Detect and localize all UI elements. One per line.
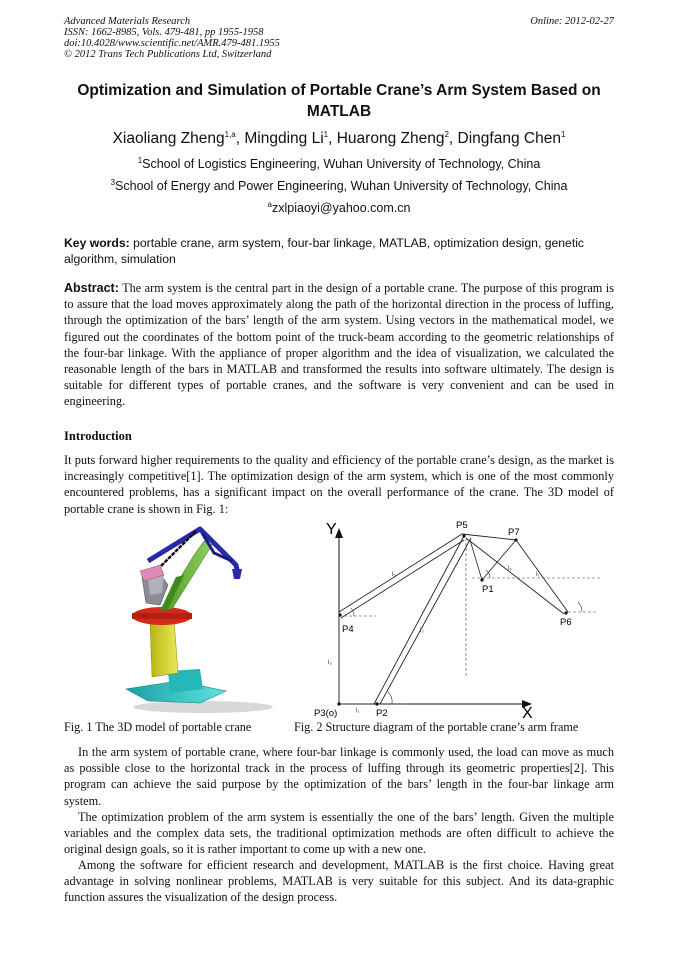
online-date: Online: 2012-02-27 [530,16,614,27]
x-axis-label: X [522,705,533,720]
svg-text:l₁: l₁ [356,708,360,714]
intro-paragraph-1: It puts forward higher requirements to the quality and efficiency of the portable crane’s design, as the market is increasingly competitive[1]. The optimization design of the arm system, which is one of the most commonly encountered problems, has a significant impact on the overall performance of the crane. The 3D model of portable crane is shown in Fig. 1: [64,453,614,516]
journal-name: Advanced Materials Research [64,16,191,27]
author-sup: 2 [444,129,449,139]
figure-2-caption: Fig. 2 Structure diagram of the portable crane’s arm frame [294,720,579,734]
author-sup: 1,a [224,129,236,139]
svg-text:l₆: l₆ [508,566,512,572]
keywords-label: Key words: [64,236,130,250]
doi-link[interactable]: doi:10.4028/www.scientific.net/AMR.479-481.1955 [64,38,280,49]
point-label-p3: P3(o) [314,708,338,719]
point-label-p6: P6 [560,617,572,628]
issn-line: ISSN: 1662-8985, Vols. 479-481, pp 1955-1958 [64,27,264,38]
svg-text:l₇: l₇ [536,572,540,578]
svg-text:l₃: l₃ [328,660,332,666]
email-sup: a [267,199,272,209]
copyright-line: © 2012 Trans Tech Publications Ltd, Switzerland [64,49,272,60]
author-list: Xiaoliang Zheng$^{1,a}$, Mingding Li$^1$, Huarong Zheng$^2$, Dingfang Chen$^1$ [112,129,566,147]
author-sup: 1 [323,129,329,139]
affiliation-sup: 1 [137,155,143,165]
figure-1-crane-model [108,521,288,717]
section-heading: Introduction [64,429,132,443]
affiliation-text: School of Logistics Engineering, Wuhan University of Technology, China [142,157,541,171]
intro-paragraph-2: In the arm system of portable crane, where four-bar linkage is commonly used, the load can move as much as possible close to the horizontal track in the process of luffing through its geometric properties[2]. This program can achieve the said purpose by the optimization of the bars’ length in the four-bar linkage arm system. [64,745,614,808]
shadow [133,701,273,713]
y-axis-label: Y [326,521,337,538]
abstract-label: Abstract: [64,281,119,295]
affiliation-sup: 3 [110,177,116,187]
intro-paragraph-3: The optimization problem of the arm system is essentially the one of the bars’ length. Given the multiple variables and the complex data sets, the traditional optimization methods are often difficult to achieve the original design goals, so it is rather important to come up with a new one. [64,810,614,857]
intro-paragraph-4: Among the software for efficient research and development, MATLAB is the first choice. Having great advantage in solving nonlinear problems, MATLAB is very suitable for this subject. And its data-graphic function assures the visualization of the design process. [64,858,614,905]
author: Xiaoliang Zheng [112,130,225,147]
author: Dingfang Chen [457,130,561,147]
point-label-p1: P1 [482,584,494,595]
arm-bar-p7-p6 [516,540,568,612]
email-text[interactable]: zxlpiaoyi@yahoo.com.cn [272,201,411,215]
abstract-text: The arm system is the central part in the design of a portable crane. The purpose of this program is to assure that the load moves approximately along the path of the horizontal direction in the process of luffing, through the optimization of the bars’ length of the arm system. Using vectors in the mathematical model, we figured out the coordinates of the bottom point of the truck-beam according to the geometric relationships of the four-bar linkage. With the appliance of proper algorithm and the idea of visualization, we calculated the reasonable length of the bars in MATLAB and transformed the results into software ultimately. The design is suitable for different types of portable cranes, and the software is very convenient and can be used in engineering. [64,281,614,409]
paper-title: Optimization and Simulation of Portable Crane’s Arm System Based on MATLAB [77,82,601,120]
svg-text:l₂: l₂ [420,628,424,634]
keywords-text: portable crane, arm system, four-bar linkage, MATLAB, optimization design, genetic algorithm, simulation [64,236,585,266]
author-sup: 1 [560,129,566,139]
email [40,201,638,215]
journal-header [64,16,280,60]
point-label-p4: P4 [342,624,354,635]
arm-bar-p4-p5 [339,534,462,612]
svg-text:l₅: l₅ [392,572,396,578]
figure-2-structure-diagram [306,516,612,720]
point-label-p7: P7 [508,527,520,538]
author: Huarong Zheng [336,130,445,147]
figure-1-caption: Fig. 1 The 3D model of portable crane [64,720,252,734]
affiliation [40,157,638,171]
point-label-p5: P5 [456,520,468,531]
crane-column [150,619,178,677]
point-label-p2: P2 [376,708,388,719]
affiliation [40,179,638,193]
affiliation-text: School of Energy and Power Engineering, Wuhan University of Technology, China [115,179,568,193]
abstract [64,280,614,410]
keywords [64,235,614,267]
author: Mingding Li [244,130,324,147]
